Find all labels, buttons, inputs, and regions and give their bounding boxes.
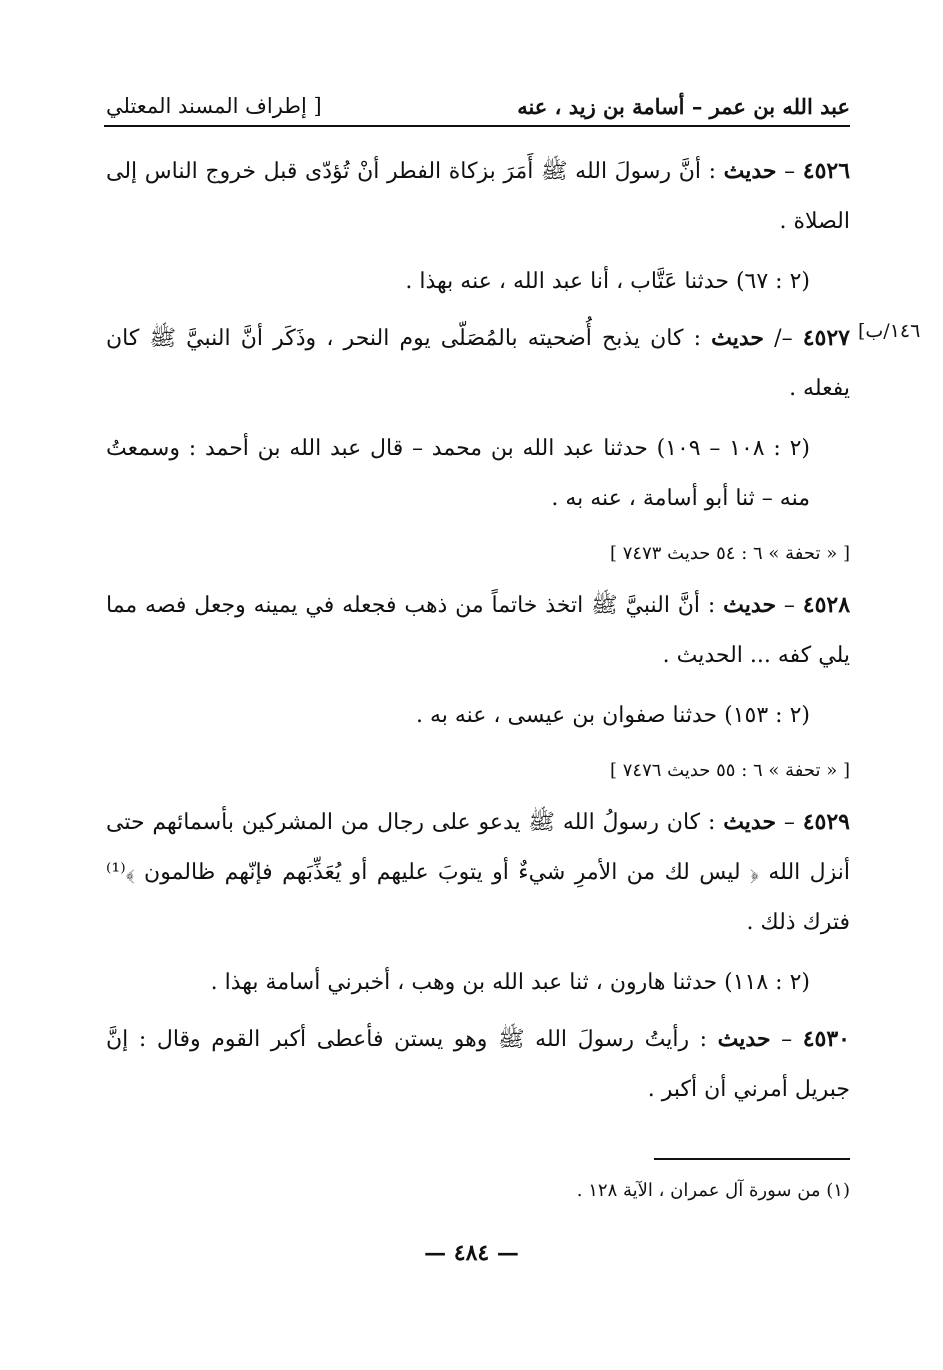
header-book-title: [ إطراف المسند المعتلي: [106, 94, 322, 118]
hadith-text: : كان يذبح أُضحيته بالمُصَلّى يوم النحر ، وذَكَر أنَّ النبيَّ ﷺ كان يفعله .: [106, 326, 850, 401]
hadith-text: : كان رسولُ الله ﷺ يدعو على رجال من المشركين بأسمائهم حتى أنزل الله ﴿ ليس لك من الأمرِ شيءٌ أو يتوبَ عليهم أو يُعَذِّبَهم فإنّهم ظالمون ﴾⁽¹⁾ فترك ذلك .: [106, 810, 850, 935]
tuhfa-reference: [ « تحفة » ٦ : ٥٤ حديث ٧٤٧٣ ]: [610, 543, 850, 564]
hadith-chain: (٢ : ١١٨) حدثنا هارون ، ثنا عبد الله بن وهب ، أخبرني أسامة بهذا .: [210, 970, 810, 995]
hadith-text: : رأيتُ رسولَ الله ﷺ وهو يستن فأعطى أكبر القوم وقال : إنَّ جبريل أمرني أن أكبر .: [106, 1027, 850, 1102]
page-number: — ٤٨٤ —: [424, 1240, 519, 1266]
running-header: [106, 88, 850, 124]
hadith-entry: ٤٥٢٩ – حديث : كان رسولُ الله ﷺ يدعو على رجال من المشركين بأسمائهم حتى أنزل الله ﴿ ليس لك من الأمرِ شيءٌ أو يتوبَ عليهم أو يُعَذِّبَهم فإنّهم ظالمون ﴾⁽¹⁾ فترك ذلك .: [106, 809, 850, 935]
margin-folio-note: ١٤٦/ب]: [858, 320, 921, 342]
hadith-number: ٤٥٢٧: [802, 325, 850, 351]
hadith-label: حديث: [723, 592, 777, 618]
hadith-entry: ٤٥٢٧ –/ حديث : كان يذبح أُضحيته بالمُصَلّى يوم النحر ، وذَكَر أنَّ النبيَّ ﷺ كان يفعله .: [106, 325, 850, 401]
footnote-divider: [654, 1158, 850, 1160]
header-chapter-title: عبد الله بن عمر – أسامة بن زيد ، عنه: [517, 93, 850, 119]
footnote: (١) من سورة آل عمران ، الآية ١٢٨ .: [576, 1180, 850, 1201]
hadith-text: : أنَّ النبيَّ ﷺ اتخذ خاتماً من ذهب فجعله في يمينه وجعل فصه مما يلي كفه ... الحديث .: [106, 593, 850, 668]
hadith-label: حديث: [711, 325, 765, 351]
hadith-entry: ٤٥٢٦ – حديث : أنَّ رسولَ الله ﷺ أَمَرَ بزكاة الفطر أنْ تُؤدّى قبل خروج الناس إلى الصلاة .: [106, 158, 851, 234]
hadith-number: ٤٥٢٦: [802, 158, 851, 184]
hadith-label: حديث: [723, 158, 777, 184]
main-text: [106, 146, 850, 1115]
hadith-label: حديث: [717, 1026, 771, 1052]
hadith-text: : أنَّ رسولَ الله ﷺ أَمَرَ بزكاة الفطر أنْ تُؤدّى قبل خروج الناس إلى الصلاة .: [106, 159, 850, 234]
hadith-label: حديث: [723, 809, 777, 835]
hadith-number: ٤٥٢٨: [802, 592, 851, 618]
hadith-entry: ٤٥٣٠ – حديث : رأيتُ رسولَ الله ﷺ وهو يستن فأعطى أكبر القوم وقال : إنَّ جبريل أمرني أن أكبر .: [106, 1026, 850, 1102]
header-divider: [104, 125, 850, 127]
tuhfa-reference: [ « تحفة » ٦ : ٥٥ حديث ٧٤٧٦ ]: [610, 760, 850, 781]
hadith-number: ٤٥٢٩: [802, 809, 850, 835]
hadith-entry: ٤٥٢٨ – حديث : أنَّ النبيَّ ﷺ اتخذ خاتماً من ذهب فجعله في يمينه وجعل فصه مما يلي كفه ... الحديث .: [106, 592, 851, 668]
hadith-number: ٤٥٣٠: [802, 1026, 850, 1052]
hadith-chain: (٢ : ١٥٣) حدثنا صفوان بن عيسى ، عنه به .: [415, 703, 810, 728]
hadith-chain: (٢ : ١٠٨ – ١٠٩) حدثنا عبد الله بن محمد – قال عبد الله بن أحمد : وسمعتُ منه – ثنا أبو أسامة ، عنه به .: [106, 436, 810, 511]
hadith-chain: (٢ : ٦٧) حدثنا عَتَّاب ، أنا عبد الله ، عنه بهذا .: [405, 269, 810, 294]
